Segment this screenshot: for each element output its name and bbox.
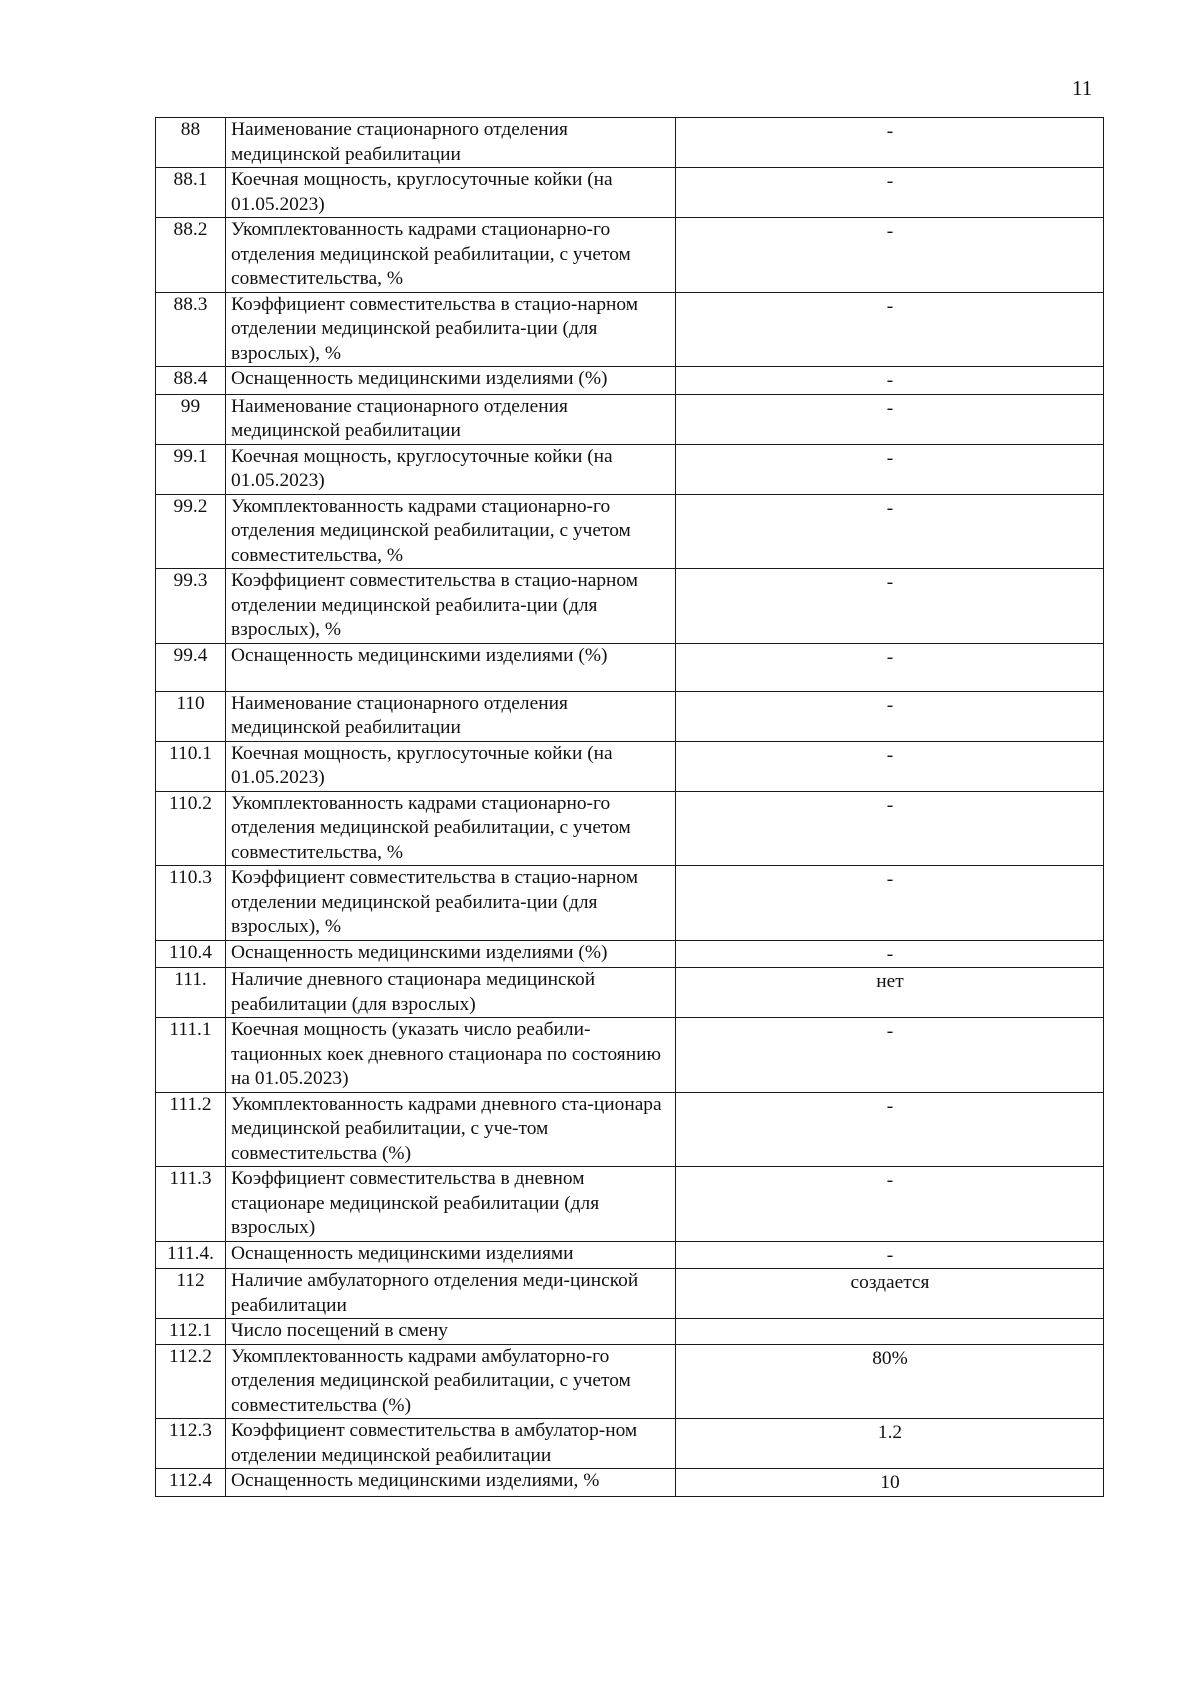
indicator-value: -	[676, 791, 1104, 866]
row-number: 99.1	[156, 444, 226, 494]
row-number: 110	[156, 691, 226, 741]
indicator-value: 10	[676, 1469, 1104, 1497]
table-row	[156, 866, 1104, 941]
indicator-value	[676, 1319, 1104, 1345]
row-number: 88.1	[156, 168, 226, 218]
table-row	[156, 1269, 1104, 1319]
row-number: 88.3	[156, 292, 226, 367]
table-row	[156, 292, 1104, 367]
table-row	[156, 643, 1104, 691]
row-number: 99	[156, 394, 226, 444]
table-row	[156, 394, 1104, 444]
table-row	[156, 1167, 1104, 1242]
table-row	[156, 444, 1104, 494]
indicator-name: Оснащенность медицинскими изделиями, %	[226, 1469, 676, 1497]
indicator-name: Оснащенность медицинскими изделиями (%)	[226, 367, 676, 395]
indicator-name: Коэффициент совместительства в стацио-нарном отделении медицинской реабилита-ции (для взрослых), %	[226, 866, 676, 941]
row-number: 111.4.	[156, 1241, 226, 1269]
indicator-value: -	[676, 691, 1104, 741]
indicator-name: Наименование стационарного отделения медицинской реабилитации	[226, 691, 676, 741]
row-number: 112	[156, 1269, 226, 1319]
indicator-value: -	[676, 168, 1104, 218]
row-number: 88.2	[156, 218, 226, 293]
indicator-name: Коэффициент совместительства в амбулатор-ном отделении медицинской реабилитации	[226, 1419, 676, 1469]
row-number: 110.3	[156, 866, 226, 941]
indicator-value: -	[676, 394, 1104, 444]
indicator-value: -	[676, 292, 1104, 367]
indicator-name: Укомплектованность кадрами стационарно-го отделения медицинской реабилитации, с учетом совместительства, %	[226, 494, 676, 569]
table-row	[156, 741, 1104, 791]
indicator-name: Коечная мощность (указать число реабили-тационных коек дневного стационара по состоянию на 01.05.2023)	[226, 1018, 676, 1093]
page-number: 11	[1072, 76, 1093, 100]
indicator-value: 80%	[676, 1344, 1104, 1419]
table-row	[156, 118, 1104, 168]
indicator-name: Укомплектованность кадрами дневного ста-ционара медицинской реабилитации, с уче-том совместительства (%)	[226, 1092, 676, 1167]
indicator-name: Оснащенность медицинскими изделиями (%)	[226, 643, 676, 691]
indicator-value: 1.2	[676, 1419, 1104, 1469]
row-number: 112.2	[156, 1344, 226, 1419]
indicator-value: -	[676, 643, 1104, 691]
row-number: 88.4	[156, 367, 226, 395]
table-row	[156, 168, 1104, 218]
table-body	[156, 118, 1104, 1497]
indicator-value: -	[676, 118, 1104, 168]
indicator-name: Укомплектованность кадрами амбулаторно-го отделения медицинской реабилитации, с учетом совместительства (%)	[226, 1344, 676, 1419]
indicator-value: -	[676, 1018, 1104, 1093]
indicator-name: Коэффициент совместительства в стацио-нарном отделении медицинской реабилита-ции (для взрослых), %	[226, 292, 676, 367]
table-row	[156, 691, 1104, 741]
indicator-name: Коэффициент совместительства в дневном стационаре медицинской реабилитации (для взрослых)	[226, 1167, 676, 1242]
row-number: 112.1	[156, 1319, 226, 1345]
table-row	[156, 569, 1104, 644]
table-row	[156, 1092, 1104, 1167]
indicator-value: -	[676, 494, 1104, 569]
indicator-name: Оснащенность медицинскими изделиями (%)	[226, 940, 676, 968]
table-row	[156, 1469, 1104, 1497]
indicator-value: -	[676, 866, 1104, 941]
row-number: 111.2	[156, 1092, 226, 1167]
indicator-value: -	[676, 1167, 1104, 1242]
row-number: 111.1	[156, 1018, 226, 1093]
row-number: 111.	[156, 968, 226, 1018]
indicator-name: Коечная мощность, круглосуточные койки (на 01.05.2023)	[226, 444, 676, 494]
indicator-name: Наименование стационарного отделения медицинской реабилитации	[226, 118, 676, 168]
row-number: 112.4	[156, 1469, 226, 1497]
table-row	[156, 940, 1104, 968]
table-row	[156, 367, 1104, 395]
indicator-name: Коэффициент совместительства в стацио-нарном отделении медицинской реабилита-ции (для взрослых), %	[226, 569, 676, 644]
indicator-name: Наличие дневного стационара медицинской реабилитации (для взрослых)	[226, 968, 676, 1018]
indicator-value: -	[676, 1241, 1104, 1269]
indicator-name: Коечная мощность, круглосуточные койки (на 01.05.2023)	[226, 168, 676, 218]
table-row	[156, 494, 1104, 569]
table-row	[156, 1241, 1104, 1269]
indicator-name: Укомплектованность кадрами стационарно-го отделения медицинской реабилитации, с учетом совместительства, %	[226, 218, 676, 293]
row-number: 99.4	[156, 643, 226, 691]
indicator-name: Оснащенность медицинскими изделиями	[226, 1241, 676, 1269]
indicator-value: нет	[676, 968, 1104, 1018]
table-row	[156, 1419, 1104, 1469]
indicator-name: Коечная мощность, круглосуточные койки (на 01.05.2023)	[226, 741, 676, 791]
indicator-name: Наименование стационарного отделения медицинской реабилитации	[226, 394, 676, 444]
indicators-table	[155, 117, 1104, 1497]
indicator-value: -	[676, 569, 1104, 644]
indicator-value: -	[676, 367, 1104, 395]
indicator-value: -	[676, 218, 1104, 293]
row-number: 88	[156, 118, 226, 168]
table-row	[156, 1344, 1104, 1419]
table-row	[156, 791, 1104, 866]
table-row	[156, 968, 1104, 1018]
row-number: 110.1	[156, 741, 226, 791]
indicator-name: Наличие амбулаторного отделения меди-цинской реабилитации	[226, 1269, 676, 1319]
row-number: 110.2	[156, 791, 226, 866]
indicator-value: -	[676, 741, 1104, 791]
indicator-value: -	[676, 1092, 1104, 1167]
row-number: 99.2	[156, 494, 226, 569]
table-row	[156, 1018, 1104, 1093]
indicator-name: Число посещений в смену	[226, 1319, 676, 1345]
row-number: 112.3	[156, 1419, 226, 1469]
table-row	[156, 1319, 1104, 1345]
row-number: 111.3	[156, 1167, 226, 1242]
indicator-value: создается	[676, 1269, 1104, 1319]
row-number: 99.3	[156, 569, 226, 644]
row-number: 110.4	[156, 940, 226, 968]
indicator-value: -	[676, 940, 1104, 968]
table-row	[156, 218, 1104, 293]
indicator-name: Укомплектованность кадрами стационарно-го отделения медицинской реабилитации, с учетом совместительства, %	[226, 791, 676, 866]
indicator-value: -	[676, 444, 1104, 494]
